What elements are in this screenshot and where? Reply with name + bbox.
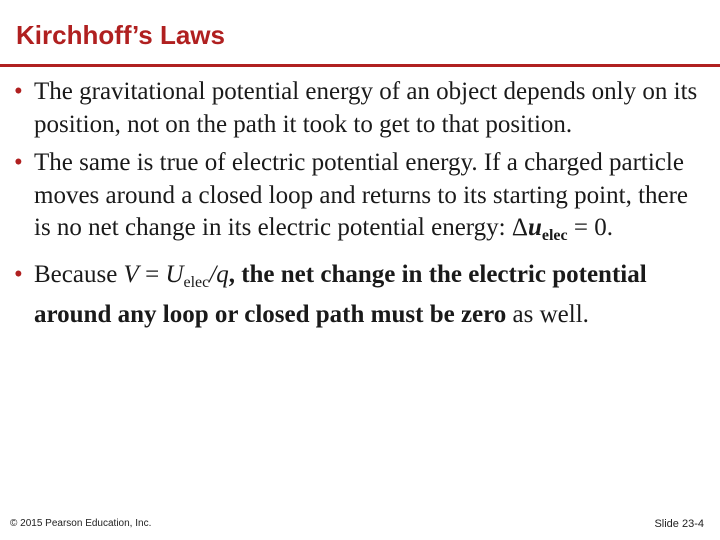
title-divider xyxy=(0,64,720,67)
subscript-elec: elec xyxy=(541,227,568,244)
bullet-item xyxy=(14,147,704,253)
bullet-marker: • xyxy=(14,149,23,176)
emphasis-text: , the net change in the electric potential around any loop or closed path must be zero xyxy=(34,260,647,328)
slide-number: Slide 23-4 xyxy=(654,518,704,530)
copyright-footer: © 2015 Pearson Education, Inc. xyxy=(10,518,152,529)
equals-sign: = xyxy=(138,260,166,288)
bullet-item xyxy=(14,259,704,332)
bullet-marker: • xyxy=(14,78,23,105)
math-variable-u: U xyxy=(165,260,184,288)
bullet-tail: as well. xyxy=(506,301,589,328)
bullet-marker: • xyxy=(14,260,23,288)
math-variable-v: V xyxy=(123,260,139,288)
equation-tail: = 0. xyxy=(567,214,613,241)
bullet-item xyxy=(14,76,704,141)
bullet-text: The gravitational potential energy of an object depends only on its position, not on the path it took to get to that position. xyxy=(34,78,698,138)
math-variable-u: u xyxy=(527,214,542,241)
math-over-q: /q xyxy=(209,260,229,288)
bullet-text: Because xyxy=(34,260,124,288)
slide-title: Kirchhoff’s Laws xyxy=(16,20,225,50)
bullet-text: The same is true of electric potential energy. If a charged particle moves around a closed loop and returns to its starting point, there is no net change in its electric potential energy: Δ xyxy=(34,149,689,241)
bullet-list xyxy=(14,76,704,338)
subscript-elec: elec xyxy=(183,273,210,291)
